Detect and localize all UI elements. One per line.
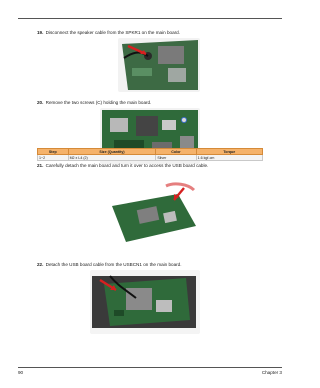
page-number: 90 — [18, 370, 24, 375]
cell-size: M2 x L4 (2) — [68, 155, 156, 161]
step-19 — [37, 30, 180, 35]
usb-cable-photo — [90, 270, 200, 334]
cell-step: 1~2 — [38, 155, 69, 161]
top-rule — [18, 18, 282, 19]
cell-color: Silver — [156, 155, 196, 161]
cell-torque: 1.6 kgf-cm — [196, 155, 262, 161]
column-header-step: Step — [38, 149, 69, 155]
table-row — [38, 155, 263, 161]
step-text: Remove the two screws (C) holding the main board. — [45, 100, 152, 105]
screw-spec-table — [37, 148, 263, 161]
speaker-cable-image — [118, 38, 200, 92]
step-text: Detach the USB board cable from the USBCN1 on the main board. — [45, 262, 182, 267]
step-21 — [37, 163, 208, 168]
step-number: 21. — [37, 163, 44, 168]
step-number: 22. — [37, 262, 44, 267]
chapter-label: Chapter 3 — [261, 370, 282, 375]
detach-board-photo — [108, 180, 200, 248]
detach-board-image — [108, 180, 200, 248]
step-20 — [37, 100, 151, 105]
step-number: 19. — [37, 30, 44, 35]
bottom-rule — [18, 367, 282, 368]
usb-cable-image — [90, 270, 200, 334]
step-text: Carefully detach the main board and turn it over to access the USB board cable. — [45, 163, 209, 168]
column-header-torque: Torque — [196, 149, 262, 155]
column-header-color: Color — [156, 149, 196, 155]
step-22 — [37, 262, 182, 267]
step-text: Disconnect the speaker cable from the SPKR1 on the main board. — [45, 30, 180, 35]
column-header-size: Size (Quantity) — [68, 149, 156, 155]
step-number: 20. — [37, 100, 44, 105]
speaker-cable-photo — [118, 38, 200, 92]
